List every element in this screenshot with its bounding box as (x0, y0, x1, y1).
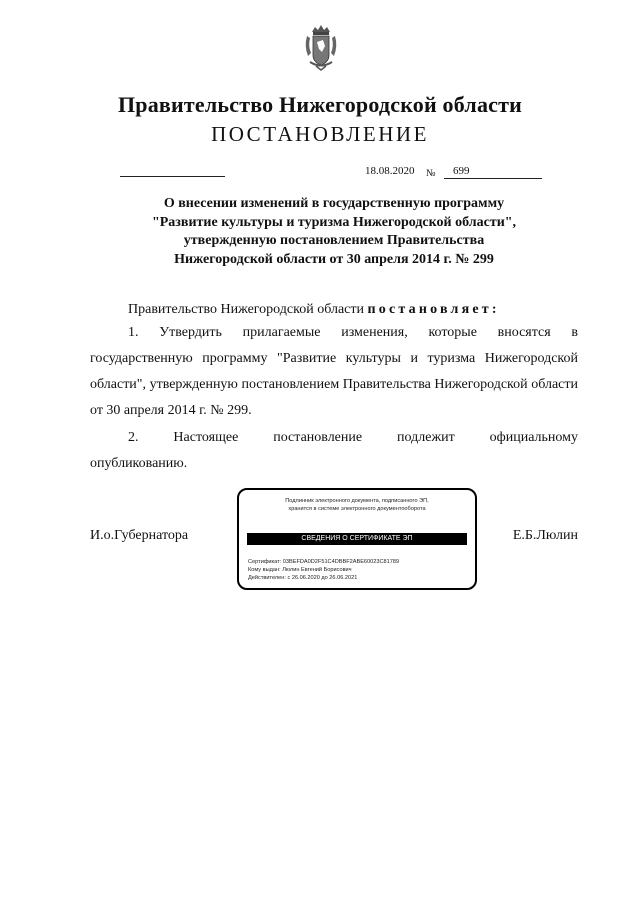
subject-line: О внесении изменений в государственную программу (163, 196, 505, 211)
paragraph-1-rest: государственную программу "Развитие культуры и туризма Нижегородской области", утвержденную постановлением Правительства Нижегородской области от 30 апреля 2014 г. № 299. (90, 351, 578, 418)
paragraph-1-first-line: 1. Утвердить прилагаемые изменения, которые вносятся в (128, 325, 578, 340)
signatory-name: Е.Б.Люлин (512, 528, 578, 543)
paragraph-2-rest: опубликованию. (90, 456, 188, 471)
stamp-note (239, 497, 475, 513)
stamp-issued-to: Кому выдан: Люлин Евгений Борисович (248, 567, 352, 573)
document-number: 699 (444, 165, 542, 179)
signatory-title: И.о.Губернатора (90, 528, 189, 543)
stamp-certificate-header: СВЕДЕНИЯ О СЕРТИФИКАТЕ ЭП (247, 533, 467, 545)
intro-prefix: Правительство Нижегородской области (128, 302, 364, 317)
stamp-note-line: хранится в системе электронного документооборота (288, 506, 426, 512)
stamp-certificate-id: Сертификат: 03BEFDA0D2F51C4DBBF2ABE60023C81789 (248, 559, 400, 565)
number-sign: № (426, 168, 436, 179)
paragraph-2-first-line: 2. Настоящее постановление подлежит официальному (128, 430, 578, 445)
document-date: 18.08.2020 (365, 165, 415, 177)
coat-of-arms-emblem (303, 22, 339, 72)
stamp-validity: Действителен: с 26.06.2020 до 26.06.2021 (248, 575, 358, 581)
organization-name: Правительство Нижегородской области (117, 92, 522, 117)
intro-action: постановляет: (367, 302, 500, 317)
document-type: ПОСТАНОВЛЕНИЕ (211, 122, 429, 146)
paragraph-1 (90, 320, 578, 424)
blank-line (120, 176, 225, 177)
stamp-note-line: Подлинник электронного документа, подписанного ЭП, (285, 498, 429, 504)
electronic-signature-stamp (237, 488, 477, 590)
document-subject (90, 195, 578, 269)
subject-line: Нижегородской области от 30 апреля 2014 г. № 299 (174, 251, 494, 267)
subject-line: "Развитие культуры и туризма Нижегородской области", (151, 214, 517, 230)
stamp-details (248, 558, 399, 582)
paragraph-2 (90, 425, 578, 477)
subject-line: утвержденную постановлением Правительства (183, 233, 485, 248)
